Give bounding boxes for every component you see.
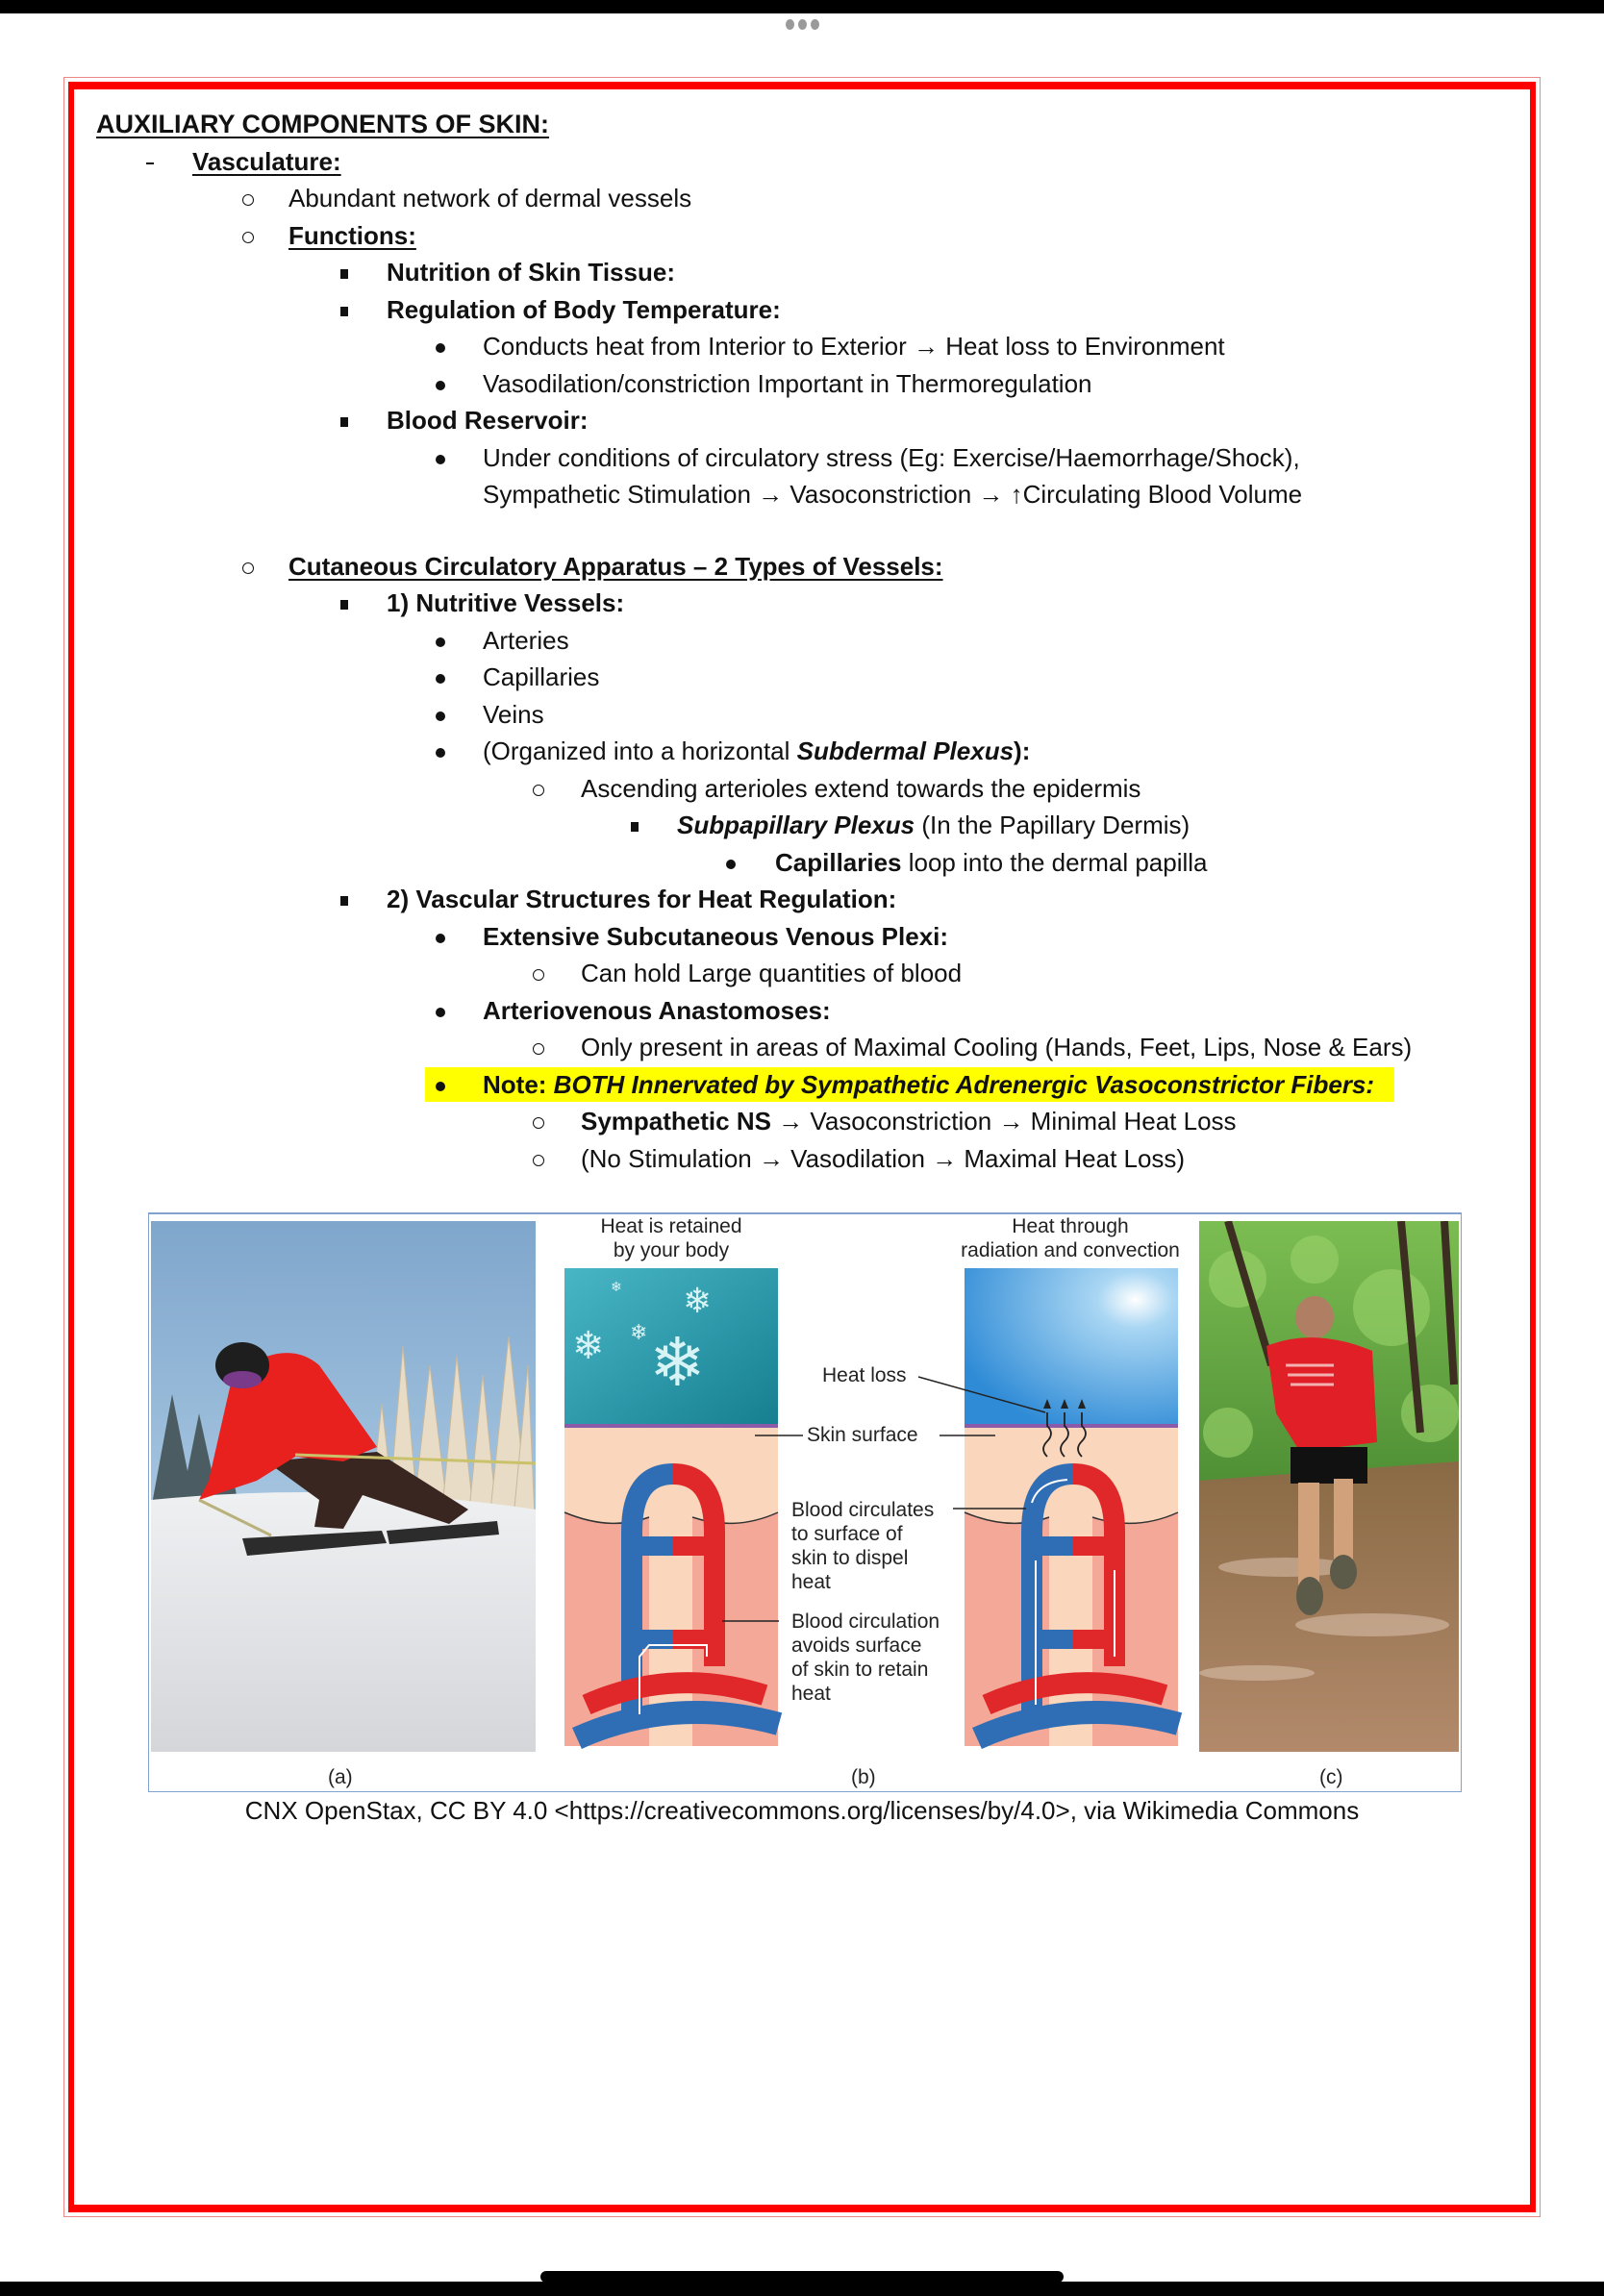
svg-text:❄: ❄ (572, 1324, 605, 1368)
square-bullet-icon (335, 585, 354, 622)
emphasis-text: Subpapillary Plexus (677, 811, 915, 839)
list-item (96, 365, 1500, 403)
list-item (96, 548, 1500, 586)
cold-panel (564, 1268, 779, 1746)
list-item (96, 1140, 1500, 1178)
label-line: skin to dispel (791, 1547, 909, 1569)
list-text (483, 1066, 1374, 1104)
list-item (96, 328, 1500, 365)
circulates-label (791, 1498, 934, 1594)
circle-bullet-icon (238, 180, 258, 217)
label-line: to surface of (791, 1523, 903, 1545)
list-item (96, 844, 1500, 882)
dot-bullet-icon (431, 439, 450, 477)
list-item (96, 585, 1500, 622)
label-line: Blood circulates (791, 1499, 935, 1521)
panel-b-label: (b) (851, 1766, 876, 1788)
image-credit: CNX OpenStax, CC BY 4.0 <https://creativecommons.org/licenses/by/4.0>, via Wikimedia Commons (244, 1796, 1360, 1825)
bottom-bar (0, 2282, 1604, 2296)
text-run: ): (1014, 736, 1031, 765)
list-text (677, 807, 1190, 844)
panel-a-label: (a) (328, 1766, 353, 1788)
dot-bullet-icon (431, 328, 450, 365)
text-run: loop into the dermal papilla (901, 847, 1208, 877)
svg-text:❄: ❄ (683, 1282, 713, 1321)
list-text: 2) Vascular Structures for Heat Regulation: (387, 885, 897, 913)
emphasis-text: Subdermal Plexus (796, 736, 1015, 765)
dot-bullet-icon (431, 992, 450, 1030)
list-item (96, 807, 1500, 844)
emphasis-text: BOTH Innervated by Sympathetic Adrenergic Vasoconstrictor Fibers: (553, 1069, 1375, 1099)
label-line: of skin to retain (791, 1659, 929, 1681)
list-text: Capillaries (483, 662, 600, 691)
list-item (96, 881, 1500, 918)
square-bullet-icon (335, 881, 354, 918)
list-text: Sympathetic Stimulation → Vasoconstriction → ↑Circulating Blood Volume (483, 480, 1303, 509)
dot-bullet-icon (431, 365, 450, 403)
label-line: heat (791, 1683, 831, 1705)
list-item (96, 402, 1500, 439)
list-text: Regulation of Body Temperature: (387, 294, 781, 324)
title-line: by your body (613, 1239, 730, 1261)
list-text: Blood Reservoir: (387, 406, 589, 435)
square-bullet-icon (335, 402, 354, 439)
functions-heading: Functions: (288, 220, 416, 250)
list-item (96, 992, 1500, 1030)
list-item (96, 1103, 1500, 1140)
title-line: Heat is retained (600, 1215, 742, 1237)
text-run: (In the Papillary Dermis) (915, 811, 1190, 839)
list-text: Abundant network of dermal vessels (288, 184, 692, 212)
circle-bullet-icon (529, 955, 548, 992)
circle-bullet-icon (529, 1103, 548, 1140)
list-item (96, 955, 1500, 992)
label-line: heat (791, 1571, 831, 1593)
list-text: Veins (483, 699, 544, 729)
list-text: Ascending arterioles extend towards the epidermis (581, 773, 1141, 803)
list-text: Nutrition of Skin Tissue: (387, 258, 675, 287)
warm-panel (965, 1268, 1179, 1746)
dot-bullet-icon (431, 659, 450, 696)
list-item (96, 180, 1500, 217)
list-text (483, 733, 1030, 770)
list-item (96, 439, 1500, 477)
cutaneous-heading: Cutaneous Circulatory Apparatus – 2 Types of Vessels: (288, 551, 943, 581)
square-bullet-icon (335, 254, 354, 291)
list-item (96, 1029, 1500, 1066)
dot-bullet-icon (431, 622, 450, 660)
circle-bullet-icon (238, 217, 258, 255)
list-text (581, 1103, 1237, 1140)
circle-bullet-icon (238, 548, 258, 586)
square-bullet-icon (335, 291, 354, 329)
list-item (96, 143, 1500, 181)
label-line: Blood circulation (791, 1610, 940, 1633)
dot-bullet-icon (431, 733, 450, 770)
list-item (96, 733, 1500, 770)
section-heading: AUXILIARY COMPONENTS OF SKIN: (96, 110, 550, 138)
text-run: → Vasoconstriction → Minimal Heat Loss (770, 1107, 1237, 1136)
svg-text:❄: ❄ (611, 1280, 622, 1295)
list-item (96, 659, 1500, 696)
list-text: Extensive Subcutaneous Venous Plexi: (483, 921, 949, 951)
title-line: Heat through (1012, 1215, 1129, 1237)
circle-bullet-icon (529, 1029, 548, 1066)
thermoregulation-figure (148, 1212, 1462, 1792)
list-text: Under conditions of circulatory stress (Eg: Exercise/Haemorrhage/Shock), (483, 442, 1300, 472)
list-item (96, 291, 1500, 329)
emphasis-text: Capillaries (775, 847, 902, 877)
runner-photo (1199, 1221, 1459, 1752)
list-text (775, 844, 1208, 882)
avoids-label (791, 1610, 940, 1706)
list-item (96, 770, 1500, 808)
runner-illustration (1199, 1221, 1459, 1752)
circle-bullet-icon (529, 1140, 548, 1178)
more-options-icon[interactable] (781, 17, 823, 31)
label-line: avoids surface (791, 1635, 922, 1657)
cold-panel-title (564, 1214, 778, 1262)
list-text: Only present in areas of Maximal Cooling (Hands, Feet, Lips, Nose & Ears) (581, 1033, 1413, 1061)
list-text: (No Stimulation → Vasodilation → Maximal Heat Loss) (581, 1143, 1186, 1173)
circle-bullet-icon (529, 770, 548, 808)
note-label: Note: (483, 1069, 554, 1099)
heading-row (96, 106, 1500, 143)
list-text: Conducts heat from Interior to Exterior → Heat loss to Environment (483, 332, 1225, 361)
list-item (96, 217, 1500, 255)
list-text: Vasodilation/constriction Important in Thermoregulation (483, 368, 1092, 398)
list-item (96, 254, 1500, 291)
list-text: 1) Nutritive Vessels: (387, 588, 625, 617)
list-item-continuation (96, 476, 1500, 513)
list-text: Arteries (483, 625, 569, 655)
vasculature-heading: Vasculature: (192, 146, 341, 176)
square-bullet-icon (625, 807, 644, 844)
panel-c-label: (c) (1319, 1766, 1343, 1788)
text-run: (Organized into a horizontal (483, 736, 797, 765)
dot-bullet-icon (721, 844, 740, 882)
heat-loss-label: Heat loss (822, 1364, 907, 1386)
list-item (96, 696, 1500, 734)
dot-bullet-icon (431, 918, 450, 956)
svg-text:❄: ❄ (649, 1323, 706, 1402)
list-item (96, 622, 1500, 660)
list-item (96, 918, 1500, 956)
warm-panel-title (926, 1214, 1215, 1262)
emphasis-text: Sympathetic NS (581, 1107, 771, 1136)
dot-bullet-icon (431, 1066, 450, 1104)
highlighted-note (96, 1066, 1500, 1104)
list-text: Arteriovenous Anastomoses: (483, 995, 831, 1025)
document-body (96, 106, 1500, 1177)
skin-surface-label: Skin surface (807, 1424, 918, 1446)
list-text: Can hold Large quantities of blood (581, 959, 963, 987)
title-line: radiation and convection (961, 1239, 1180, 1261)
status-bar (0, 0, 1604, 13)
dot-bullet-icon (431, 696, 450, 734)
spacer (96, 513, 1500, 548)
dash-bullet-icon (140, 143, 160, 181)
svg-text:❄: ❄ (630, 1321, 648, 1345)
